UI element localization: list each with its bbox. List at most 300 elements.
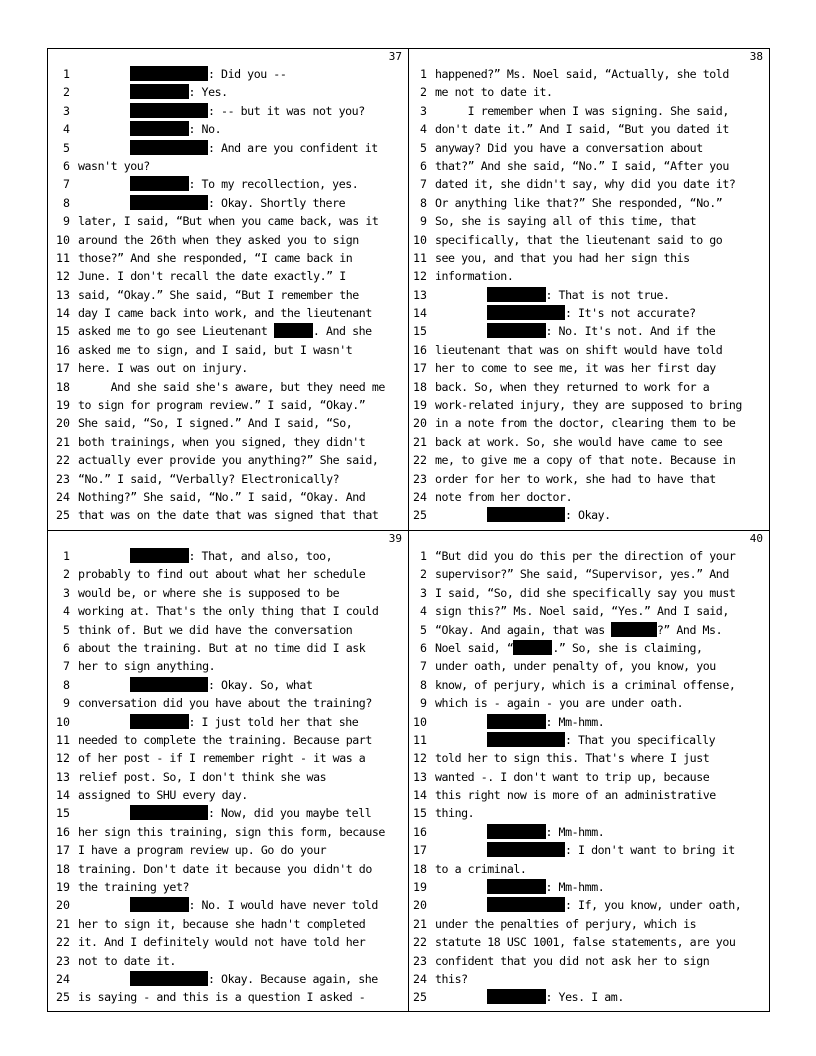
redaction-block <box>611 622 657 637</box>
line-number: 7 <box>63 659 70 674</box>
line-text <box>435 488 572 506</box>
line-number: 8 <box>420 677 427 692</box>
page-number: 39 <box>388 532 402 545</box>
line-content: this right now is more of an administrative <box>435 788 716 803</box>
line-number: 7 <box>420 659 427 674</box>
page-number: 38 <box>749 50 763 63</box>
transcript-line <box>409 506 769 524</box>
redaction-block <box>487 879 546 894</box>
line-number: 10 <box>56 714 70 729</box>
line-number: 13 <box>413 769 427 784</box>
redaction-block <box>130 897 189 912</box>
transcript-line <box>48 359 408 377</box>
line-content: : I just told her that she <box>188 714 359 729</box>
line-number: 6 <box>63 640 70 655</box>
line-text <box>435 304 696 322</box>
line-text <box>78 621 352 639</box>
line-number: 21 <box>56 434 70 449</box>
line-text <box>78 657 215 675</box>
transcript-line <box>409 414 769 432</box>
transcript-line <box>409 602 769 620</box>
line-list <box>48 65 408 525</box>
transcript-line <box>409 988 769 1006</box>
line-number: 22 <box>413 453 427 468</box>
line-content: in a note from the doctor, clearing them to be <box>435 416 736 431</box>
line-text <box>435 231 722 249</box>
transcript-line <box>409 396 769 414</box>
line-number: 13 <box>56 287 70 302</box>
line-number: 9 <box>420 214 427 229</box>
line-content: her to sign anything. <box>78 659 216 674</box>
line-number: 17 <box>413 361 427 376</box>
line-content: : Yes. <box>188 85 228 100</box>
line-content: training. Don't date it because you didn't do <box>78 861 372 876</box>
line-number: 7 <box>63 177 70 192</box>
transcript-line <box>48 602 408 620</box>
redaction-block <box>130 548 189 563</box>
line-text <box>78 565 365 583</box>
line-number: 16 <box>413 342 427 357</box>
transcript-line <box>48 414 408 432</box>
line-number: 16 <box>56 342 70 357</box>
transcript-line <box>409 768 769 786</box>
line-number: 25 <box>413 508 427 523</box>
line-text <box>78 267 346 285</box>
line-text <box>78 212 378 230</box>
transcript-line <box>48 506 408 524</box>
redaction-block <box>487 842 565 857</box>
transcript-line <box>409 451 769 469</box>
line-text <box>435 952 709 970</box>
transcript-line <box>409 657 769 675</box>
line-number: 17 <box>56 361 70 376</box>
line-text <box>78 506 378 524</box>
line-number: 3 <box>420 103 427 118</box>
transcript-line <box>409 378 769 396</box>
line-number: 12 <box>56 269 70 284</box>
line-text <box>435 175 735 193</box>
line-number: 7 <box>420 177 427 192</box>
line-number: 24 <box>413 971 427 986</box>
redaction-block <box>487 897 565 912</box>
redaction-block <box>487 287 546 302</box>
line-text <box>78 694 372 712</box>
line-number: 12 <box>413 751 427 766</box>
line-text <box>78 341 352 359</box>
transcript-line <box>409 267 769 285</box>
transcript-line <box>48 768 408 786</box>
line-number: 12 <box>413 269 427 284</box>
redaction-block <box>130 195 208 210</box>
line-text <box>78 470 339 488</box>
line-content: I remember when I was signing. She said, <box>435 103 729 118</box>
line-text <box>435 322 715 340</box>
line-content: would be, or where she is supposed to be <box>78 585 340 600</box>
line-number: 18 <box>413 861 427 876</box>
redaction-block <box>487 305 565 320</box>
line-content: She said, “So, I signed.” And I said, “So, <box>78 416 353 431</box>
line-content: don't date it.” And I said, “But you dated it <box>435 122 729 137</box>
line-number: 21 <box>56 916 70 931</box>
transcript-line <box>48 157 408 175</box>
line-content: relief post. So, I don't think she was <box>78 769 327 784</box>
line-content: : If, you know, under oath, <box>565 898 742 913</box>
line-content: : Okay. Shortly there <box>208 195 346 210</box>
transcript-line <box>48 267 408 285</box>
line-text <box>78 896 378 914</box>
transcript-line <box>409 433 769 451</box>
transcript-line <box>409 915 769 933</box>
transcript-line <box>409 83 769 101</box>
line-text <box>435 396 742 414</box>
line-number: 20 <box>56 416 70 431</box>
transcript-line <box>48 194 408 212</box>
line-text <box>435 841 735 859</box>
transcript-line <box>409 878 769 896</box>
transcript-line <box>48 451 408 469</box>
line-number: 23 <box>413 953 427 968</box>
line-number: 14 <box>56 306 70 321</box>
redaction-block <box>487 989 546 1004</box>
line-content: : Mm-hmm. <box>545 824 605 839</box>
line-text <box>435 139 703 157</box>
line-number: 10 <box>56 232 70 247</box>
line-text <box>435 676 735 694</box>
line-text <box>435 341 722 359</box>
line-text <box>78 414 352 432</box>
redaction-block <box>130 677 208 692</box>
line-text <box>78 823 385 841</box>
line-text <box>78 83 228 101</box>
line-content: : Yes. I am. <box>545 990 624 1005</box>
line-text <box>435 639 703 657</box>
line-content: conversation did you have about the training? <box>78 696 372 711</box>
line-text <box>78 451 378 469</box>
transcript-line <box>48 841 408 859</box>
line-number: 1 <box>63 549 70 563</box>
redaction-block <box>274 323 313 338</box>
transcript-line <box>48 139 408 157</box>
transcript-line <box>48 433 408 451</box>
transcript-line <box>409 841 769 859</box>
transcript-line <box>48 175 408 193</box>
transcript-line <box>48 896 408 914</box>
line-content: : Mm-hmm. <box>545 714 605 729</box>
transcript-line <box>48 621 408 639</box>
line-text <box>78 676 312 694</box>
line-number: 20 <box>413 898 427 913</box>
transcript-line <box>409 65 769 83</box>
line-number: 10 <box>413 714 427 729</box>
line-text <box>78 175 358 193</box>
redaction-block <box>487 507 565 522</box>
line-number: 1 <box>420 549 427 563</box>
line-content: : No. <box>188 122 222 137</box>
line-number: 18 <box>413 379 427 394</box>
redaction-block <box>130 971 208 986</box>
transcript-line <box>48 488 408 506</box>
line-content: those?” And she responded, “I came back in <box>78 250 353 265</box>
line-content: : That is not true. <box>545 287 670 302</box>
transcript-line <box>48 878 408 896</box>
line-content: is saying - and this is a question I asked - <box>78 990 366 1005</box>
line-text <box>78 860 372 878</box>
line-number: 9 <box>63 214 70 229</box>
line-content: supervisor?” She said, “Supervisor, yes.” And <box>435 567 729 582</box>
line-content: later, I said, “But when you came back, was it <box>78 214 379 229</box>
redaction-block <box>130 176 189 191</box>
transcript-line <box>48 83 408 101</box>
line-content: it. And I definitely would not have told her <box>78 935 366 950</box>
line-number: 22 <box>56 453 70 468</box>
line-content: day I came back into work, and the lieutenant <box>78 306 372 321</box>
line-content: : That you specifically <box>565 732 716 747</box>
transcript-line <box>409 102 769 120</box>
line-text <box>78 120 221 138</box>
line-number: 4 <box>420 604 427 619</box>
line-content: here. I was out on injury. <box>78 361 248 376</box>
line-content: not to date it. <box>78 953 176 968</box>
transcript-line <box>48 565 408 583</box>
page-number: 37 <box>388 50 402 63</box>
line-content: Noel said, “ <box>435 640 514 655</box>
line-number: 8 <box>63 677 70 692</box>
line-number: 6 <box>420 158 427 173</box>
redaction-block <box>130 714 189 729</box>
line-text <box>435 804 474 822</box>
transcript-line <box>409 676 769 694</box>
line-number: 3 <box>420 585 427 600</box>
line-text <box>78 970 378 988</box>
line-number: 2 <box>63 567 70 582</box>
transcript-line <box>409 749 769 767</box>
transcript-line <box>409 565 769 583</box>
line-number: 4 <box>420 122 427 137</box>
redaction-block <box>487 714 546 729</box>
line-text <box>435 249 690 267</box>
line-content: to a criminal. <box>435 861 527 876</box>
line-text <box>435 657 716 675</box>
line-content: : I don't want to bring it <box>565 843 735 858</box>
line-content: specifically, that the lieutenant said to go <box>435 232 723 247</box>
line-number: 1 <box>63 67 70 81</box>
line-number: 15 <box>413 324 427 339</box>
line-content: : Mm-hmm. <box>545 880 605 895</box>
line-text <box>78 584 339 602</box>
transcript-line <box>409 823 769 841</box>
transcript-line <box>48 231 408 249</box>
line-text <box>78 396 365 414</box>
line-number: 5 <box>63 140 70 155</box>
transcript-line <box>409 933 769 951</box>
line-text <box>435 933 735 951</box>
line-content: me, to give me a copy of that note. Because in <box>435 453 736 468</box>
transcript-page-38 <box>409 49 769 530</box>
transcript-line <box>48 120 408 138</box>
line-content: dated it, she didn't say, why did you date it? <box>435 177 736 192</box>
redaction-block <box>130 805 208 820</box>
line-content: about the training. But at no time did I ask <box>78 640 366 655</box>
line-text <box>78 359 248 377</box>
line-number: 3 <box>63 585 70 600</box>
transcript-line <box>409 470 769 488</box>
line-number: 8 <box>420 195 427 210</box>
line-number: 22 <box>56 935 70 950</box>
line-number: 6 <box>63 158 70 173</box>
redaction-block <box>487 732 565 747</box>
line-content: assigned to SHU every day. <box>78 788 248 803</box>
line-text <box>435 359 716 377</box>
line-text <box>435 823 604 841</box>
line-number: 5 <box>63 622 70 637</box>
line-content: said, “Okay.” She said, “But I remember the <box>78 287 359 302</box>
transcript-line <box>48 657 408 675</box>
transcript-line <box>409 731 769 749</box>
line-content: to sign for program review.” I said, “Okay.” <box>78 398 366 413</box>
line-content: her sign this training, sign this form, because <box>78 824 385 839</box>
line-text <box>435 860 526 878</box>
line-content: : -- but it was not you? <box>208 103 365 118</box>
line-text <box>78 988 365 1006</box>
transcript-line <box>48 286 408 304</box>
line-content: actually ever provide you anything?” She said, <box>78 453 379 468</box>
transcript-line <box>48 341 408 359</box>
line-number: 23 <box>56 953 70 968</box>
line-text <box>435 83 553 101</box>
line-content: And she said she's aware, but they need me <box>78 379 385 394</box>
line-text <box>435 915 696 933</box>
line-content: this? <box>435 971 468 986</box>
line-text <box>435 621 722 639</box>
line-content: : No. It's not. And if the <box>545 324 716 339</box>
line-number: 15 <box>56 806 70 821</box>
line-content: : To my recollection, yes. <box>188 177 359 192</box>
line-text <box>78 639 365 657</box>
line-content-after-redaction: .” So, she is claiming, <box>552 640 703 655</box>
line-text <box>78 488 365 506</box>
line-content: order for her to work, she had to have that <box>435 471 716 486</box>
line-text <box>435 120 729 138</box>
line-text <box>78 731 372 749</box>
line-text <box>78 231 359 249</box>
line-content: see you, and that you had her sign this <box>435 250 690 265</box>
line-number: 10 <box>413 232 427 247</box>
line-number: 6 <box>420 640 427 655</box>
line-content: June. I don't recall the date exactly.” I <box>78 269 346 284</box>
line-number: 13 <box>413 287 427 302</box>
line-content: asked me to sign, and I said, but I wasn't <box>78 342 353 357</box>
redaction-block <box>487 824 546 839</box>
line-content: anyway? Did you have a conversation about <box>435 140 703 155</box>
transcript-line <box>409 860 769 878</box>
line-text <box>78 157 150 175</box>
line-text <box>78 304 372 322</box>
line-number: 1 <box>420 67 427 81</box>
transcript-line <box>48 749 408 767</box>
line-content: asked me to go see Lieutenant <box>78 324 274 339</box>
line-number: 4 <box>63 604 70 619</box>
line-text <box>435 433 722 451</box>
line-number: 25 <box>413 990 427 1005</box>
transcript-line <box>409 694 769 712</box>
line-number: 14 <box>413 306 427 321</box>
transcript-line <box>409 621 769 639</box>
line-content: probably to find out about what her schedule <box>78 567 366 582</box>
line-content: : It's not accurate? <box>565 306 696 321</box>
transcript-line <box>48 970 408 988</box>
line-content: “No.” I said, “Verbally? Electronically? <box>78 471 340 486</box>
line-number: 24 <box>56 971 70 986</box>
redaction-block <box>130 121 189 136</box>
transcript-line <box>409 139 769 157</box>
transcript-line <box>48 786 408 804</box>
line-text <box>435 988 624 1006</box>
line-number: 2 <box>63 85 70 100</box>
transcript-line <box>409 713 769 731</box>
line-text <box>435 157 729 175</box>
line-text <box>78 65 286 83</box>
line-content: wanted -. I don't want to trip up, because <box>435 769 710 784</box>
line-number: 19 <box>413 398 427 413</box>
line-content: work-related injury, they are supposed to bring <box>435 398 742 413</box>
line-content: : Okay. <box>565 508 611 523</box>
line-number: 5 <box>420 140 427 155</box>
line-text <box>435 602 729 620</box>
transcript-line <box>409 157 769 175</box>
transcript-line <box>48 713 408 731</box>
line-text <box>78 933 365 951</box>
transcript-line <box>48 378 408 396</box>
line-text <box>435 584 735 602</box>
transcript-line <box>409 786 769 804</box>
line-content: Or anything like that?” She responded, “No.” <box>435 195 723 210</box>
line-content: me not to date it. <box>435 85 553 100</box>
line-content: : That, and also, too, <box>188 549 333 563</box>
transcript-page-39 <box>48 531 408 1012</box>
transcript-line <box>48 396 408 414</box>
line-number: 22 <box>413 935 427 950</box>
transcript-line <box>48 212 408 230</box>
line-content: back. So, when they returned to work for a <box>435 379 710 394</box>
line-content: happened?” Ms. Noel said, “Actually, she told <box>435 67 729 81</box>
line-content: : Okay. Because again, she <box>208 971 378 986</box>
line-text <box>78 378 385 396</box>
line-text <box>78 602 378 620</box>
line-number: 2 <box>420 567 427 582</box>
line-text <box>78 713 358 731</box>
line-text <box>435 768 709 786</box>
line-text <box>435 731 715 749</box>
line-number: 3 <box>63 103 70 118</box>
transcript-line <box>409 322 769 340</box>
line-content: her to come to see me, it was her first day <box>435 361 716 376</box>
line-text <box>78 952 176 970</box>
line-content: : Now, did you maybe tell <box>208 806 372 821</box>
line-number: 20 <box>56 898 70 913</box>
line-content: statute 18 USC 1001, false statements, are you <box>435 935 736 950</box>
transcript-line <box>48 584 408 602</box>
transcript-line <box>48 731 408 749</box>
line-text <box>435 749 709 767</box>
line-number: 11 <box>413 250 427 265</box>
line-number: 20 <box>413 416 427 431</box>
transcript-line <box>48 639 408 657</box>
redaction-block <box>130 140 208 155</box>
line-content: : And are you confident it <box>208 140 378 155</box>
line-text <box>78 547 332 565</box>
transcript-line <box>409 896 769 914</box>
line-text <box>435 451 735 469</box>
